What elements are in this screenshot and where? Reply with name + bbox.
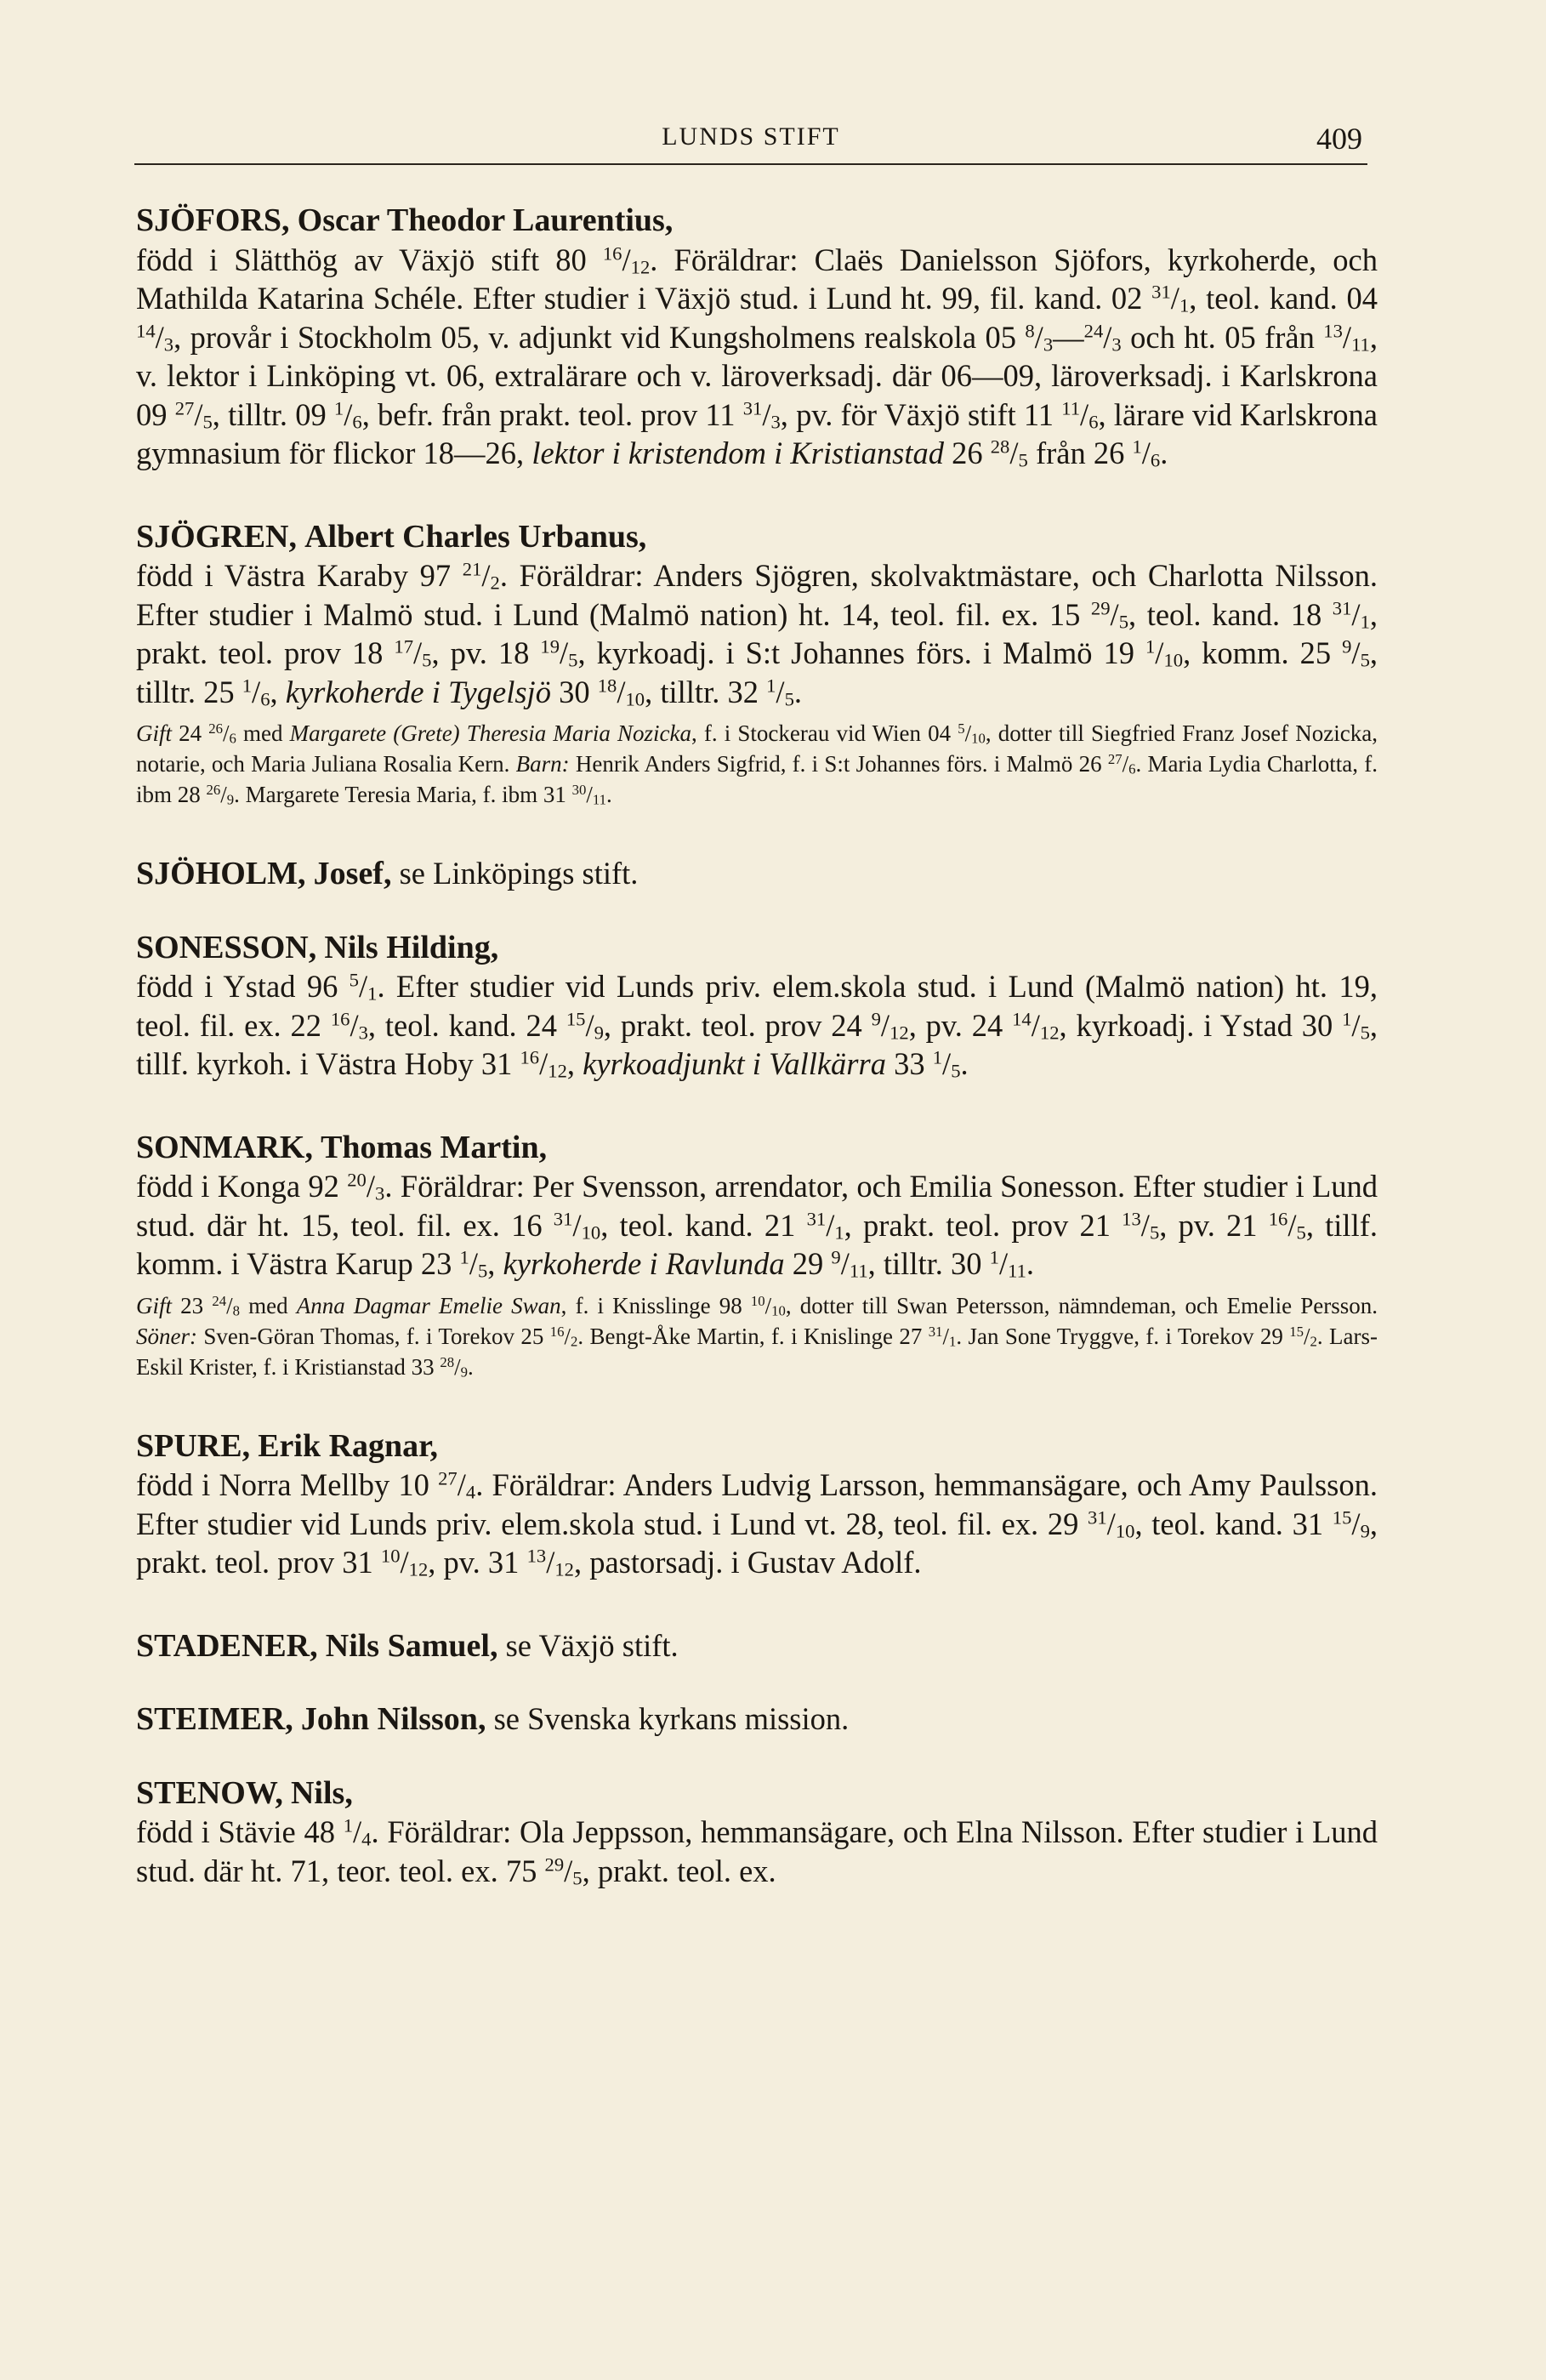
entry [136,1774,1378,1891]
entry-surname: STEIMER, [136,1701,293,1737]
entry-text [136,1774,1378,1891]
entry-surname: SONMARK, [136,1129,313,1165]
entry-surname: STADENER, [136,1627,318,1664]
entry-family: Gift 24 $^{26}/_6$ med Margarete (Grete) Theresia Maria Nozicka, f. i Stockerau vid Wien 04 $^5/_{10}$, dotter till Siegfried Franz Josef Nozicka, notarie, och Maria Juliana Rosalia Kern. Barn: Henrik Anders Sigfrid, f. i S:t Johannes förs. i Malmö 26 $^{27}/_6$. Maria Lydia Charlotta, f. ibm 28 $^{26}/_9$. Margarete Teresia Maria, f. ibm 31 $^{30}/_{11}$. [136,720,1378,808]
entry-given-names: Josef, [313,856,392,891]
entry-text [136,201,1378,473]
entry-body: född i Ystad 96 $^5/_1$. Efter studier vid Lunds priv. elem.skola stud. i Lund (Malmö nation) ht. 19, teol. fil. ex. 22 $^{16}/_3$, teol. kand. 24 $^{15}/_9$, prakt. teol. prov 24 $^9/_{12}$, pv. 24 $^{14}/_{12}$, kyrkoadj. i Ystad 30 $^1/_5$, tillf. kyrkoh. i Västra Hoby 31 $^{16}/_{12}$, kyrkoadjunkt i Vallkärra 33 $^1/_5$. [136,969,1378,1082]
entry-family: Gift 23 $^{24}/_8$ med Anna Dagmar Emelie Swan, f. i Knisslinge 98 $^{10}/_{10}$, dotter till Swan Petersson, nämndeman, och Emelie Persson. Söner: Sven-Göran Thomas, f. i Torekov 25 $^{16}/_2$. Bengt-Åke Martin, f. i Knislinge 27 $^{31}/_1$. Jan Sone Tryggve, f. i Torekov 29 $^{15}/_2$. Lars-Eskil Krister, f. i Kristianstad 33 $^{28}/_9$. [136,1292,1378,1380]
entry [136,1700,1378,1739]
entry-given-names: Erik Ragnar, [258,1427,439,1464]
entry-text [136,517,1378,712]
entry-body: se Svenska kyrkans mission. [486,1701,850,1736]
entry [136,854,1378,894]
entry-body: född i Konga 92 $^{20}/_3$. Föräldrar: Per Svensson, arrendator, och Emilia Sonesson. Efter studier i Lund stud. där ht. 15, teol. fil. ex. 16 $^{31}/_{10}$, teol. kand. 21 $^{31}/_1$, prakt. teol. prov 21 $^{13}/_5$, pv. 21 $^{16}/_5$, tillf. komm. i Västra Karup 23 $^1/_5$, kyrkoherde i Ravlunda 29 $^9/_{11}$, tilltr. 30 $^1/_{11}$. [136,1169,1378,1282]
entry-text [136,1626,1378,1666]
entry [136,1128,1378,1382]
entry-given-names: Thomas Martin, [321,1129,548,1165]
running-title: LUNDS STIFT [662,122,840,151]
header-rule [134,163,1367,165]
entry [136,201,1378,473]
entry-surname: SONESSON, [136,929,317,965]
entry-body: se Linköpings stift. [391,856,639,891]
entry-body: född i Slätthög av Växjö stift 80 $^{16}/_{12}$. Föräldrar: Claës Danielsson Sjöfors, kyrkoherde, och Mathilda Katarina Schéle. Efter studier i Växjö stud. i Lund ht. 99, fil. kand. 02 $^{31}/_1$, teol. kand. 04 $^{14}/_3$, provår i Stockholm 05, v. adjunkt vid Kungsholmens realskola 05 $^8/_3—^{24}/_3$ och ht. 05 från $^{13}/_{11}$, v. lektor i Linköping vt. 06, extralärare och v. läroverksadj. där 06—09, läroverksadj. i Karlskrona 09 $^{27}/_5$, tilltr. 09 $^1/_6$, befr. från prakt. teol. prov 11 $^{31}/_3$, pv. för Växjö stift 11 $^{11}/_6$, lärare vid Karlskrona gymnasium för flickor 18—26, lektor i kristendom i Kristianstad 26 $^{28}/_5$ från 26 $^1/_6$. [136,242,1378,471]
entries-list [136,201,1378,1934]
entry-text [136,1700,1378,1739]
page-number: 409 [1316,122,1362,156]
entry-text [136,1426,1378,1582]
entry-text [136,1128,1378,1284]
entry-text [136,854,1378,894]
entry-given-names: Nils, [290,1774,353,1811]
entry-surname: SJÖFORS, [136,202,290,238]
entry-given-names: Nils Samuel, [325,1627,498,1664]
page-header [134,117,1367,162]
entry-body: född i Västra Karaby 97 $^{21}/_2$. Föräldrar: Anders Sjögren, skolvaktmästare, och Charlotta Nilsson. Efter studier i Malmö stud. i Lund (Malmö nation) ht. 14, teol. fil. ex. 15 $^{29}/_5$, teol. kand. 18 $^{31}/_1$, prakt. teol. prov 18 $^{17}/_5$, pv. 18 $^{19}/_5$, kyrkoadj. i S:t Johannes förs. i Malmö 19 $^1/_{10}$, komm. 25 $^9/_5$, tilltr. 25 $^1/_6$, kyrkoherde i Tygelsjö 30 $^{18}/_{10}$, tilltr. 32 $^1/_5$. [136,558,1378,709]
entry-given-names: Albert Charles Urbanus, [304,518,647,555]
entry-surname: SPURE, [136,1427,251,1464]
entry [136,1626,1378,1666]
entry-body: född i Norra Mellby 10 $^{27}/_4$. Föräldrar: Anders Ludvig Larsson, hemmansägare, och Amy Paulsson. Efter studier vid Lunds priv. elem.skola stud. i Lund vt. 28, teol. fil. ex. 29 $^{31}/_{10}$, teol. kand. 31 $^{15}/_9$, prakt. teol. prov 31 $^{10}/_{12}$, pv. 31 $^{13}/_{12}$, pastorsadj. i Gustav Adolf. [136,1467,1378,1580]
entry-surname: SJÖHOLM, [136,856,306,891]
entry-given-names: Oscar Theodor Laurentius, [297,202,674,238]
entry-text [136,928,1378,1084]
entry [136,1426,1378,1582]
entry [136,517,1378,811]
entry [136,928,1378,1084]
entry-surname: SJÖGREN, [136,518,297,555]
entry-given-names: John Nilsson, [300,1701,486,1737]
entry-surname: STENOW, [136,1774,283,1811]
entry-body: född i Stävie 48 $^1/_4$. Föräldrar: Ola Jeppsson, hemmansägare, och Elna Nilsson. Efter studier i Lund stud. där ht. 71, teor. teol. ex. 75 $^{29}/_5$, prakt. teol. ex. [136,1814,1378,1888]
entry-given-names: Nils Hilding, [324,929,499,965]
entry-body: se Växjö stift. [497,1627,679,1663]
